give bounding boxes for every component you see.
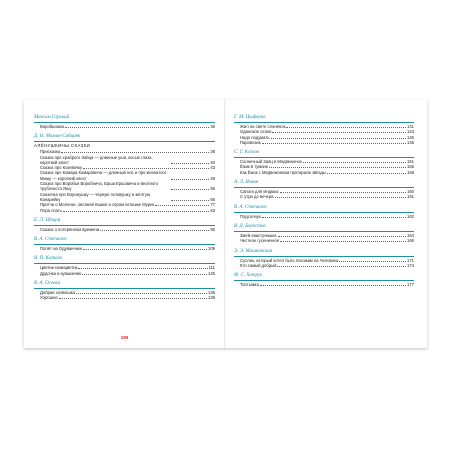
entry-page-number: 125 — [208, 270, 215, 276]
dot-leader — [280, 241, 406, 242]
entry-title: Полёт на Одуванчике — [40, 246, 83, 252]
entry-page-number: 158 — [407, 169, 414, 175]
table-of-contents-right — [234, 115, 414, 292]
table-of-contents-left — [34, 115, 215, 306]
dot-leader — [82, 274, 207, 275]
entry-title: Надо подумать — [240, 134, 270, 140]
author-name: Г. М. Цыферов — [234, 115, 414, 123]
toc-section — [34, 134, 215, 213]
toc-section — [234, 150, 414, 175]
toc-entry — [234, 170, 414, 175]
dot-leader — [280, 192, 406, 193]
entry-page-number: 83 — [210, 207, 215, 213]
dot-leader — [59, 298, 207, 299]
dot-leader — [271, 138, 407, 139]
right-page — [226, 100, 427, 348]
dot-leader — [61, 152, 209, 153]
toc-section — [34, 115, 215, 129]
author-name: В. А. Степанов — [234, 205, 414, 213]
toc-entry — [34, 246, 215, 251]
entry-title: Паровозик — [240, 139, 261, 145]
entry-title: Хорошее — [40, 295, 58, 301]
entry-title: С утра до вечера — [240, 194, 274, 200]
toc-entry — [34, 170, 215, 181]
entry-page-number: 111 — [208, 265, 215, 271]
author-name: Д. Н. Мамин-Сибиряк — [34, 134, 215, 142]
entry-title: Сказка про Воробья Воробеича, Ерша Ершовича и весёлого трубочиста Яшу — [40, 181, 159, 192]
author-name: Максим Горький — [34, 115, 215, 123]
entry-page-number: 145 — [407, 134, 414, 140]
dot-leader — [327, 173, 406, 174]
author-name: Э. Э. Мошковская — [234, 249, 414, 257]
toc-section — [234, 273, 414, 287]
author-name: Ф. С. Хитрук — [234, 273, 414, 281]
entry-page-number: 160 — [407, 189, 414, 195]
toc-entry — [234, 140, 414, 145]
entry-page-number: 39 — [210, 149, 215, 155]
entry-title: Сказочка про Воронушку — чёрную головушку и жёлтую Канарейку — [40, 191, 151, 202]
dot-leader — [339, 261, 406, 262]
entry-page-number: 166 — [407, 238, 414, 244]
author-name: Е. Л. Шварц — [34, 218, 215, 226]
entry-page-number: 171 — [407, 257, 414, 263]
entry-title: Присказка — [40, 149, 61, 155]
dot-leader — [155, 205, 209, 206]
dot-leader — [262, 143, 406, 144]
author-name: В. Д. Берестов — [234, 224, 414, 232]
toc-entry — [34, 227, 215, 232]
entry-title: Добрая хозяюшка — [40, 290, 75, 296]
dot-leader — [65, 127, 209, 128]
entry-title: Топтыжка — [240, 282, 259, 288]
toc-section — [234, 205, 414, 219]
book-spread — [24, 100, 427, 348]
entry-page-number: 40 — [210, 159, 215, 165]
dot-leader — [100, 230, 209, 231]
entry-page-number: 146 — [407, 139, 414, 145]
dot-leader — [286, 127, 406, 128]
entry-title: Жил на свете слонёнок — [240, 124, 286, 129]
entry-page-number: 141 — [407, 124, 414, 129]
toc-section — [234, 115, 414, 145]
dot-leader — [63, 211, 209, 212]
dot-leader — [76, 293, 207, 294]
toc-entry — [234, 194, 414, 199]
entry-title: Цветик-семицветик — [40, 265, 78, 271]
dot-leader — [262, 217, 406, 218]
entry-page-number: 151 — [407, 159, 414, 165]
entry-page-number: 136 — [208, 290, 215, 296]
dot-leader — [260, 285, 406, 286]
dot-leader — [78, 268, 207, 269]
toc-section — [34, 281, 215, 301]
toc-section — [234, 180, 414, 200]
toc-entry — [34, 208, 215, 213]
entry-title: Сказка про храброго Зайца — длинные уши, косые глаза, короткий хвост — [40, 154, 153, 165]
entry-page-number: 174 — [407, 262, 414, 268]
toc-section — [34, 237, 215, 251]
entry-title: Честное гусеничное — [240, 238, 280, 244]
toc-section — [34, 218, 215, 232]
entry-page-number: 161 — [407, 194, 414, 200]
entry-title: Змей-хвастунишка — [240, 232, 277, 238]
entry-title: Сапоги для Индюка — [240, 189, 279, 195]
entry-title: Суслик, который хотел быть похожим на Человека — [240, 257, 339, 263]
toc-entry — [34, 124, 215, 129]
entry-page-number: 164 — [407, 232, 414, 238]
entry-title: Пора спать — [40, 207, 62, 213]
entry-title: Подсолнух — [240, 213, 262, 219]
toc-entry — [34, 271, 215, 276]
entry-title: Притча о Молочке, овсяной Кашке и сером котишке Мурке — [40, 202, 155, 208]
entry-page-number: 43 — [210, 165, 215, 171]
entry-page-number: 66 — [210, 196, 215, 202]
toc-entry — [34, 181, 215, 192]
toc-entry — [34, 192, 215, 203]
entry-title: Как Ёжик с Медвежонком протирали звёзды — [240, 169, 326, 175]
author-name: В. П. Катаев — [34, 256, 215, 264]
entry-title: Дудочка и кувшинчик — [40, 270, 82, 276]
author-name: С. Г. Козлов — [234, 150, 414, 158]
entry-title: Сказка про Комара Комаровича — длинный нос и про мохнатого Мишу — короткий хвост — [40, 170, 167, 181]
entry-page-number: 162 — [407, 213, 414, 219]
dot-leader — [83, 249, 207, 250]
toc-entry — [34, 155, 215, 166]
dot-leader — [277, 266, 406, 267]
entry-page-number: 49 — [210, 175, 215, 181]
author-name: В. А. Осеева — [34, 281, 215, 289]
entry-title: Одинокое ослик — [240, 129, 272, 135]
dot-leader — [269, 167, 406, 168]
toc-section — [234, 224, 414, 244]
dot-leader — [303, 162, 406, 163]
dot-leader — [272, 132, 406, 133]
entry-page-number: 143 — [407, 129, 414, 135]
toc-section — [234, 249, 414, 269]
entry-page-number: 138 — [208, 295, 215, 301]
toc-section — [34, 256, 215, 276]
toc-entry — [34, 295, 215, 300]
entry-page-number: 177 — [407, 282, 414, 288]
toc-entry — [234, 238, 414, 243]
entry-title: Кто самый добрый — [240, 262, 277, 268]
dot-leader — [171, 189, 209, 190]
page-number: 190 — [120, 335, 129, 340]
left-page — [24, 100, 225, 348]
entry-page-number: 155 — [407, 164, 414, 170]
entry-title: Сказка о потерянном времени — [40, 226, 100, 232]
toc-entry — [234, 263, 414, 268]
entry-title: Сказка про Козявочку — [40, 165, 83, 171]
dot-leader — [83, 168, 209, 169]
entry-page-number: 36 — [210, 124, 215, 129]
toc-entry — [234, 214, 414, 219]
entry-title: Солнечный Заяц и Медвежонок — [240, 159, 302, 165]
dot-leader — [275, 197, 407, 198]
entry-page-number: 55 — [210, 186, 215, 192]
dot-leader — [278, 236, 407, 237]
author-name: В. А. Степанов — [34, 237, 215, 245]
author-name: А. Л. Яхнин — [234, 180, 414, 188]
entry-page-number: 77 — [210, 202, 215, 208]
dot-leader — [171, 163, 209, 164]
dot-leader — [171, 200, 209, 201]
collection-title: АЛЁНУШКИНЫ СКАЗКИ — [34, 143, 91, 149]
dot-leader — [171, 179, 209, 180]
entry-page-number: 85 — [210, 226, 215, 232]
entry-title: Ёжик в тумане — [240, 164, 269, 170]
entry-title: Воробьишко — [40, 124, 65, 129]
toc-entry — [234, 282, 414, 287]
entry-page-number: 109 — [208, 246, 215, 252]
